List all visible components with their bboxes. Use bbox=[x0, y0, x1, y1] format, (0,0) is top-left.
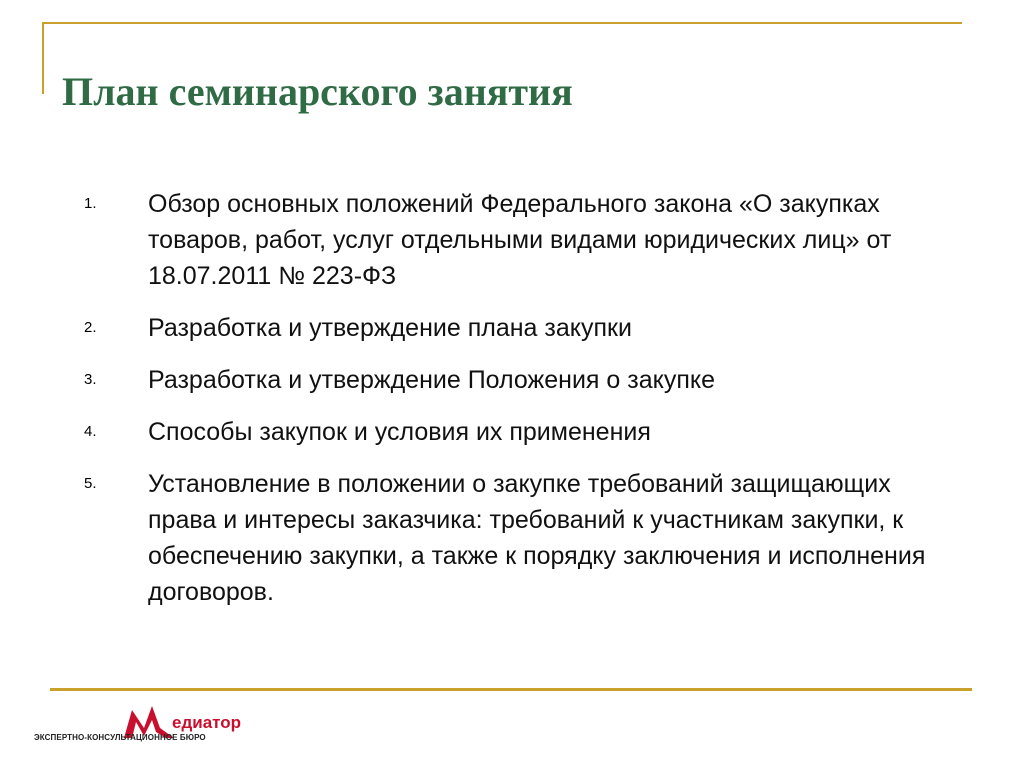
agenda-item-text: Разработка и утверждение плана закупки bbox=[148, 314, 632, 342]
slide-title: План семинарского занятия bbox=[62, 69, 573, 114]
logo-subtitle: ЭКСПЕРТНО-КОНСУЛЬТАЦИОННОЕ БЮРО bbox=[34, 733, 206, 742]
logo-name: едиатор bbox=[172, 713, 242, 732]
agenda-item bbox=[84, 186, 954, 294]
footer-divider bbox=[50, 688, 972, 691]
agenda-item bbox=[84, 362, 954, 398]
agenda-item-number: 1. bbox=[84, 195, 97, 212]
agenda-item bbox=[84, 466, 954, 610]
agenda-item-text: Установление в положении о закупке требований защищающих права и интересы заказчика: требований к участникам закупки, к обеспечению закупки, а также к порядку заключения и исполнения договоров. bbox=[148, 470, 926, 606]
agenda-item-number: 3. bbox=[84, 371, 97, 388]
agenda-item-number: 2. bbox=[84, 319, 97, 336]
agenda-item bbox=[84, 310, 954, 346]
frame-left-line bbox=[42, 22, 44, 94]
mediator-logo bbox=[30, 700, 250, 756]
agenda-item-text: Обзор основных положений Федерального закона «О закупках товаров, работ, услуг отдельными видами юридических лиц» от 18.07.2011 № 223-ФЗ bbox=[148, 190, 892, 290]
agenda-list bbox=[84, 186, 954, 626]
agenda-item-number: 5. bbox=[84, 475, 97, 492]
agenda-item-text: Разработка и утверждение Положения о закупке bbox=[148, 366, 715, 394]
agenda-item-text: Способы закупок и условия их применения bbox=[148, 418, 651, 446]
agenda-item bbox=[84, 414, 954, 450]
agenda-item-number: 4. bbox=[84, 423, 97, 440]
frame-top-line bbox=[42, 22, 962, 24]
